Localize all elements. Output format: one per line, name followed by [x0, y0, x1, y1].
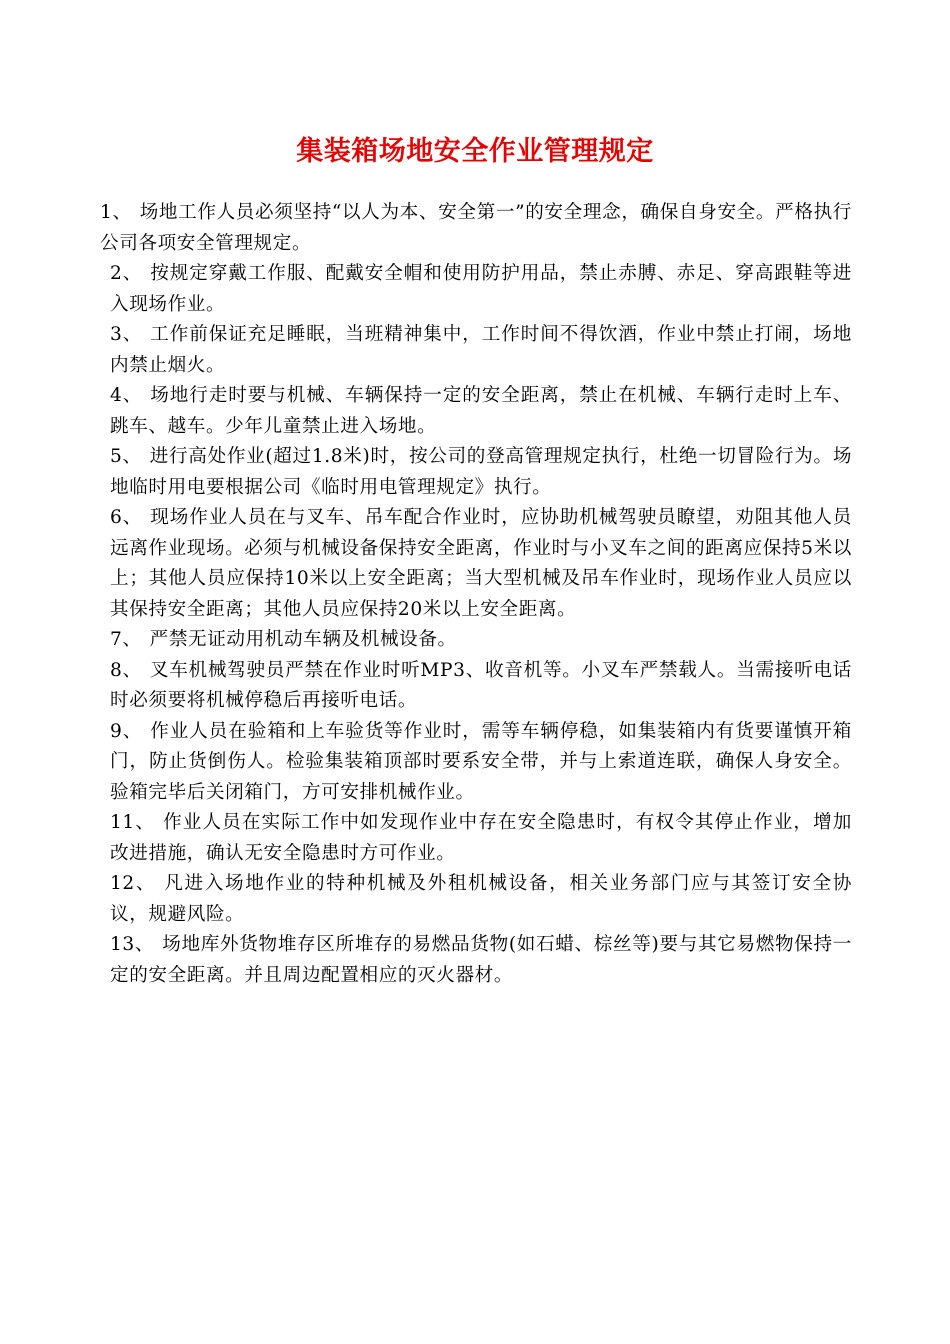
clause-number: 5、: [110, 446, 142, 467]
clause-number: 13、: [110, 934, 155, 955]
clause-number: 7、: [110, 629, 142, 650]
clause-item: [100, 320, 852, 381]
clause-number: 1、: [100, 202, 132, 223]
clause-item: [100, 808, 852, 869]
clause-number: 11、: [110, 812, 156, 833]
clause-number: 6、: [110, 507, 143, 528]
clause-number: 8、: [110, 659, 142, 681]
clause-text: 工作前保证充足睡眠，当班精神集中，工作时间不得饮酒，作业中禁止打闹，场地内禁止烟火。: [110, 324, 853, 376]
clause-text: 场地行走时要与机械、车辆保持一定的安全距离，禁止在机械、车辆行走时上车、跳车、越车。少年儿童禁止进入场地。: [110, 385, 853, 437]
clause-text: 凡进入场地作业的特种机械及外租机械设备，相关业务部门应与其签订安全协议，规避风险。: [110, 873, 852, 925]
clause-number: 4、: [110, 385, 143, 406]
document-title: 集装箱场地安全作业管理规定: [296, 136, 654, 167]
clause-number: 9、: [110, 720, 143, 742]
clause-item: [100, 717, 852, 809]
clause-item: [100, 503, 852, 625]
clause-text: 现场作业人员在与叉车、吊车配合作业时，应协助机械驾驶员瞭望，劝阻其他人员远离作业现场。必须与机械设备保持安全距离，作业时与小叉车之间的距离应保持5米以上；其他人员应保持10米以上安全距离；当大型机械及吊车作业时，现场作业人员应以其保持安全距离；其他人员应保持20米以上安全距离。: [110, 507, 853, 620]
clause-item: [100, 442, 852, 503]
clause-item: [100, 625, 852, 656]
clause-number: 3、: [110, 324, 143, 345]
clause-text: 严禁无证动用机动车辆及机械设备。: [149, 629, 457, 650]
clause-text: 按规定穿戴工作服、配戴安全帽和使用防护用品，禁止赤膊、赤足、穿高跟鞋等进入现场作业。: [110, 263, 853, 315]
clause-text: 进行高处作业(超过1.8米)时，按公司的登高管理规定执行，杜绝一切冒险行为。场地临时用电要根据公司《临时用电管理规定》执行。: [110, 446, 853, 498]
clause-item: [100, 381, 852, 442]
clause-text: 场地库外货物堆存区所堆存的易燃品货物(如石蜡、棕丝等)要与其它易燃物保持一定的安全距离。并且周边配置相应的灭火器材。: [110, 934, 852, 986]
document-body: [100, 198, 852, 991]
clause-item: [100, 198, 852, 259]
clause-text: 作业人员在验箱和上车验货等作业时，需等车辆停稳，如集装箱内有货要谨慎开箱门，防止货倒伤人。检验集装箱顶部时要系安全带，并与上索道连联，确保人身安全。验箱完毕后关闭箱门，方可安排机械作业。: [110, 720, 853, 803]
clause-item: [100, 869, 852, 930]
clause-text: 作业人员在实际工作中如发现作业中存在安全隐患时，有权令其停止作业，增加改进措施，确认无安全隐患时方可作业。: [110, 812, 852, 864]
clause-item: [100, 259, 852, 320]
clause-item: [100, 656, 852, 717]
clause-text: 叉车机械驾驶员严禁在作业时听MP3、收音机等。小叉车严禁载人。当需接听电话时必须要将机械停稳后再接听电话。: [110, 659, 852, 711]
clause-number: 2、: [110, 263, 143, 284]
clause-number: 12、: [110, 873, 157, 894]
clause-item: [100, 930, 852, 991]
clause-text: 场地工作人员必须坚持“以人为本、安全第一”的安全理念，确保自身安全。严格执行公司各项安全管理规定。: [100, 202, 852, 254]
